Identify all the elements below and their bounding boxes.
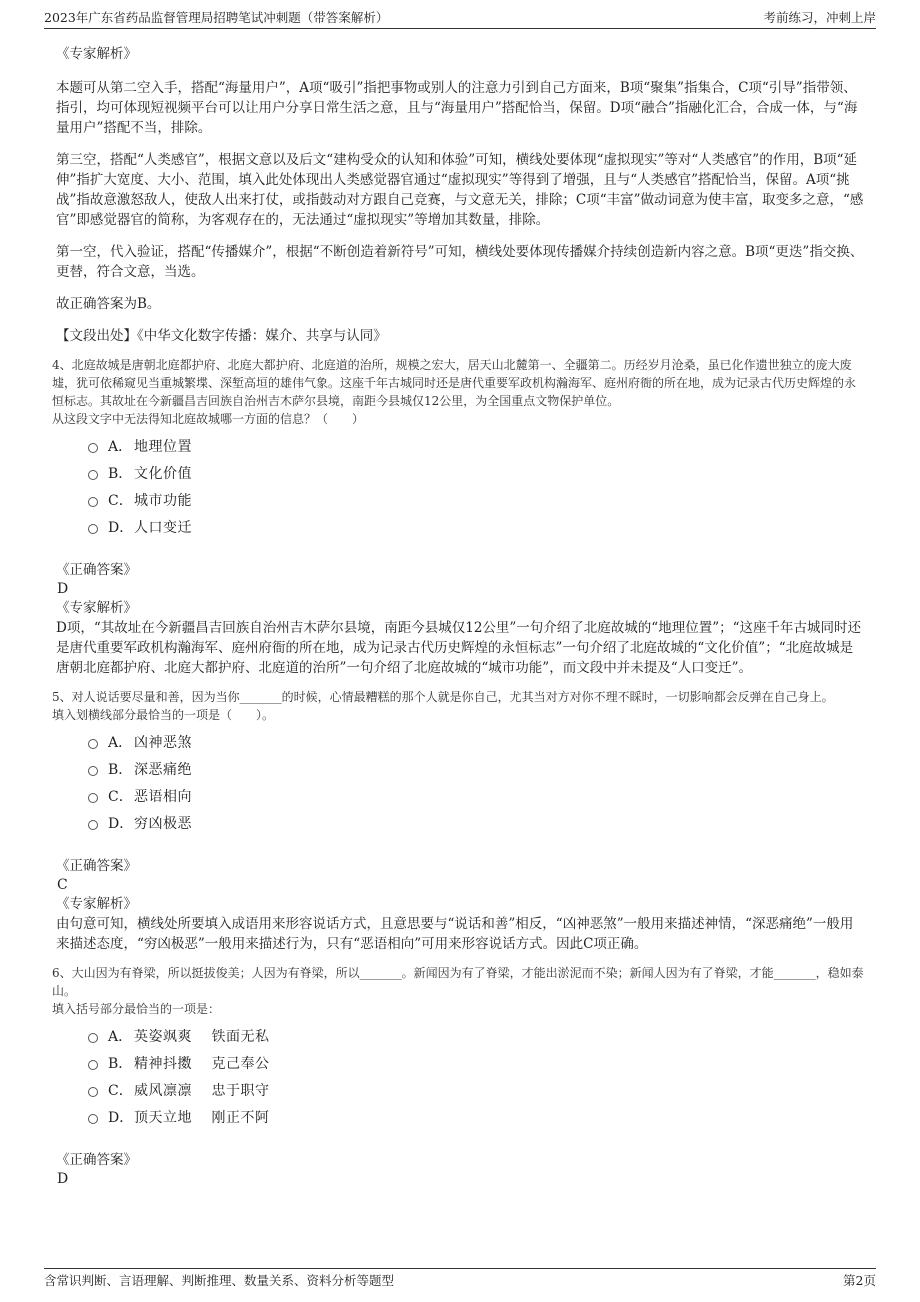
option-d[interactable]: D． 穷凶极恶 xyxy=(88,809,864,836)
page-content xyxy=(52,44,864,1188)
radio-icon[interactable] xyxy=(88,739,98,749)
question-stem: 6、大山因为有脊梁，所以挺拔俊美；人因为有脊梁，所以_______。新闻因为有了脊梁，才能出淤泥而不染；新闻人因为有了脊梁，才能_______，稳如泰山。 xyxy=(52,966,864,998)
radio-icon[interactable] xyxy=(88,766,98,776)
radio-icon[interactable] xyxy=(88,1033,98,1043)
option-a[interactable]: A． 英姿飒爽 铁面无私 xyxy=(88,1022,864,1049)
answer-label: 《正确答案》 xyxy=(56,1152,137,1168)
answer-value: D xyxy=(57,1171,69,1187)
analysis-label: 《专家解析》 xyxy=(56,600,137,616)
question-4 xyxy=(52,356,864,540)
document-title: 2023年广东省药品监督管理局招聘笔试冲刺题（带答案解析） xyxy=(44,10,389,25)
option-c[interactable]: C． 威风凛凛 忠于职守 xyxy=(88,1076,864,1103)
radio-icon[interactable] xyxy=(88,1060,98,1070)
option-a[interactable]: A． 地理位置 xyxy=(88,432,864,459)
source-text: 【文段出处】《中华文化数字传播：媒介、共享与认同》 xyxy=(56,328,387,344)
footer-topics: 含常识判断、言语理解、判断推理、数量关系、资料分析等题型 xyxy=(44,1273,395,1288)
page-footer xyxy=(44,1268,876,1291)
analysis-paragraph: 第三空，搭配“人类感官”，根据文意以及后文“建构受众的认知和体验”可知，横线处要体现“虚拟现实”等对“人类感官”的作用，B项“延伸”指扩大宽度、大小、范围，填入此处体现出人类感觉器官通过“虚拟现实”等得到了增强，且与“人类感官”搭配恰当，保留。A项“挑战”指故意激怒敌人，使敌人出来打仗，或指鼓动对方跟自己竞赛，与文意无关，排除；C项“丰富”做动词意为使丰富，取变多之意，“感官”即感觉器官的简称，为客观存在的，无法通过“虚拟现实”等增加其数量，排除。 xyxy=(56,152,864,228)
option-list xyxy=(88,432,864,540)
answer-label: 《正确答案》 xyxy=(56,562,137,578)
radio-icon[interactable] xyxy=(88,793,98,803)
answer-value: C xyxy=(57,877,68,893)
answer-value: D xyxy=(57,581,69,597)
radio-icon[interactable] xyxy=(88,1114,98,1124)
question-prompt: 从这段文字中无法得知北庭故城哪一方面的信息？（ ） xyxy=(52,412,365,426)
option-b[interactable]: B． 精神抖擞 克己奉公 xyxy=(88,1049,864,1076)
analysis-paragraph: 第一空，代入验证，搭配“传播媒介”，根据“不断创造着新符号”可知，横线处要体现传播媒介持续创造新内容之意。B项“更迭”指交换、更替，符合文意，当选。 xyxy=(56,244,864,280)
radio-icon[interactable] xyxy=(88,497,98,507)
option-d[interactable]: D． 顶天立地 刚正不阿 xyxy=(88,1103,864,1130)
option-list xyxy=(88,1022,864,1130)
radio-icon[interactable] xyxy=(88,524,98,534)
page-header xyxy=(44,6,876,29)
option-a[interactable]: A． 凶神恶煞 xyxy=(88,728,864,755)
option-list xyxy=(88,728,864,836)
radio-icon[interactable] xyxy=(88,470,98,480)
analysis-label: 《专家解析》 xyxy=(56,46,137,62)
option-b[interactable]: B． 深恶痛绝 xyxy=(88,755,864,782)
question-stem: 4、北庭故城是唐朝北庭都护府、北庭大都护府、北庭道的治所，规模之宏大，居天山北麓第一、全疆第二。历经岁月沧桑，虽已化作遗世独立的庞大废墟，犹可依稀窥见当重城繁堞、深堑高垣的雄伟气象。这座千年古城同时还是唐代重要军政机构瀚海军、庭州府衙的所在地，成为记录古代历史辉煌的永恒标志。其故址在今新疆昌吉回族自治州吉木萨尔县境，南距今县城仅12公里，为全国重点文物保护单位。 xyxy=(52,358,857,408)
option-b[interactable]: B． 文化价值 xyxy=(88,459,864,486)
option-c[interactable]: C． 恶语相向 xyxy=(88,782,864,809)
question-prompt: 填入括号部分最恰当的一项是： xyxy=(52,1002,221,1016)
page-number: 第2页 xyxy=(843,1273,876,1288)
option-d[interactable]: D． 人口变迁 xyxy=(88,513,864,540)
option-c[interactable]: C． 城市功能 xyxy=(88,486,864,513)
question-prompt: 填入划横线部分最恰当的一项是（ ）。 xyxy=(52,708,275,722)
analysis-paragraph: 本题可从第二空入手，搭配“海量用户”，A项“吸引”指把事物或别人的注意力引到自己方面来，B项“聚集”指集合，C项“引导”指带领、指引，均可体现短视频平台可以让用户分享日常生活之意，且与“海量用户”搭配恰当，保留。D项“融合”指融化汇合，合成一体，与“海量用户”搭配不当，排除。 xyxy=(56,80,858,136)
radio-icon[interactable] xyxy=(88,820,98,830)
analysis-label: 《专家解析》 xyxy=(56,896,137,912)
radio-icon[interactable] xyxy=(88,1087,98,1097)
conclusion-text: 故正确答案为B。 xyxy=(56,296,161,312)
question-5 xyxy=(52,688,864,836)
answer-label: 《正确答案》 xyxy=(56,858,137,874)
analysis-text: 由句意可知，横线处所要填入成语用来形容说话方式，且意思要与“说话和善”相反，“凶神恶煞”一般用来描述神情，“深恶痛绝”一般用来描述态度，“穷凶极恶”一般用来描述行为，只有“恶语相向”可用来形容说话方式。因此C项正确。 xyxy=(56,916,854,952)
question-stem: 5、对人说话要尽量和善，因为当你_______的时候，心情最糟糕的那个人就是你自己，尤其当对方对你不理不睬时，一切影响都会反弹在自己身上。 xyxy=(52,690,834,704)
radio-icon[interactable] xyxy=(88,443,98,453)
header-slogan: 考前练习，冲刺上岸 xyxy=(763,10,876,25)
question-6 xyxy=(52,964,864,1130)
analysis-text: D项，“其故址在今新疆昌吉回族自治州吉木萨尔县境，南距今县城仅12公里”一句介绍了北庭故城的“地理位置”；“这座千年古城同时还是唐代重要军政机构瀚海军、庭州府衙的所在地，成为记录古代历史辉煌的永恒标志”一句介绍了北庭故城的“文化价值”；“北庭故城是唐朝北庭都护府、北庭大都护府、北庭道的治所”一句介绍了北庭故城的“城市功能”，而文段中并未提及“人口变迁”。 xyxy=(56,620,862,676)
